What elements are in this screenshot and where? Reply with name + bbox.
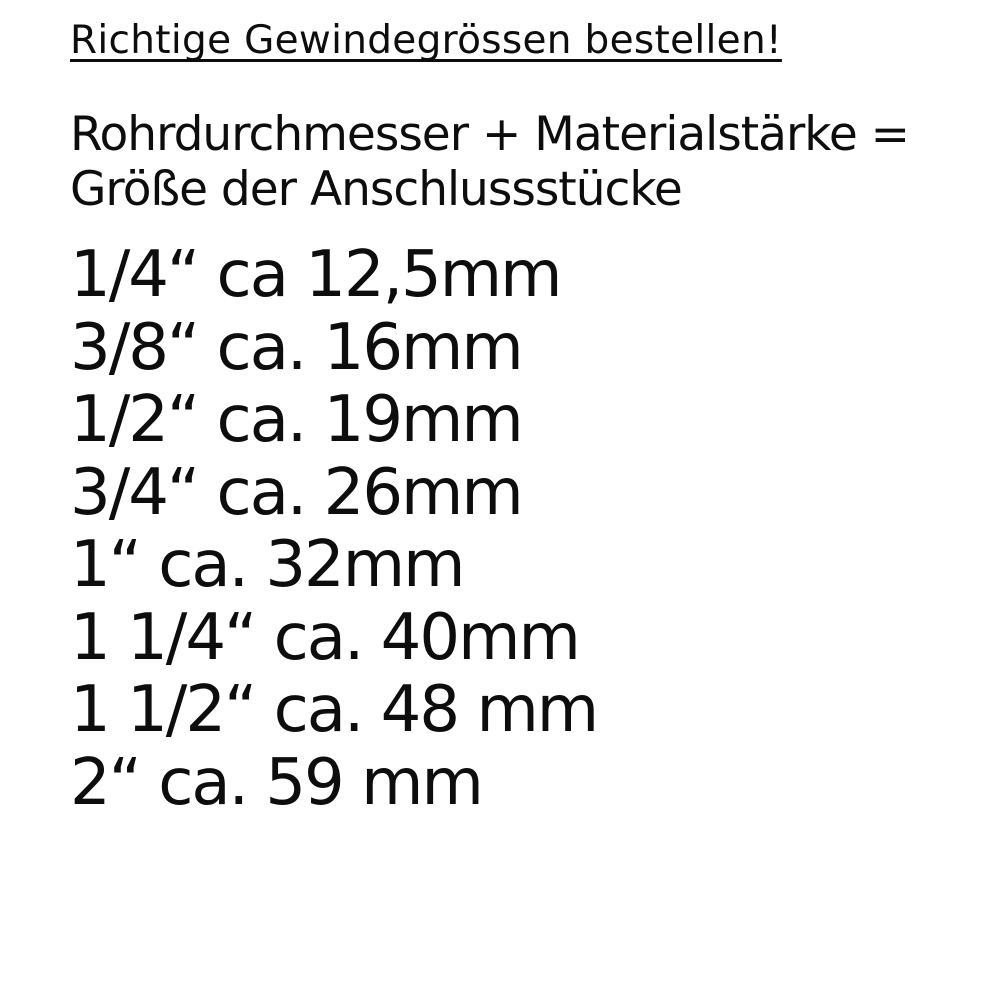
inch-size: 2“ [70, 745, 140, 820]
list-item [70, 674, 970, 747]
list-item [70, 239, 970, 312]
mm-size: ca. 48 mm [273, 673, 598, 747]
inch-size: 1 1/4“ [70, 600, 256, 675]
subtitle-line-1: Rohrdurchmesser + Materialstärke = [70, 107, 910, 162]
mm-size: ca. 32mm [158, 528, 464, 602]
inch-size: 1 1/2“ [70, 673, 256, 747]
mm-size: ca. 40mm [273, 600, 579, 675]
thread-size-list [70, 239, 970, 819]
list-item [70, 312, 970, 385]
mm-size: ca 12,5mm [216, 238, 561, 312]
subtitle-line-2: Größe der Anschlussstücke [70, 162, 682, 217]
list-item [70, 384, 970, 457]
mm-size: ca. 16mm [216, 310, 522, 385]
list-item [70, 457, 970, 530]
inch-size: 3/4“ [70, 455, 199, 530]
inch-size: 1/4“ [70, 238, 199, 312]
inch-size: 3/8“ [70, 310, 199, 385]
mm-size: ca. 59 mm [158, 745, 482, 820]
subtitle [70, 107, 970, 217]
mm-size: ca. 19mm [216, 383, 522, 457]
page-title: Richtige Gewindegrössen bestellen! [70, 18, 782, 63]
mm-size: ca. 26mm [216, 455, 522, 530]
list-item [70, 747, 970, 820]
list-item [70, 529, 970, 602]
inch-size: 1“ [70, 528, 140, 602]
list-item [70, 602, 970, 675]
inch-size: 1/2“ [70, 383, 199, 457]
